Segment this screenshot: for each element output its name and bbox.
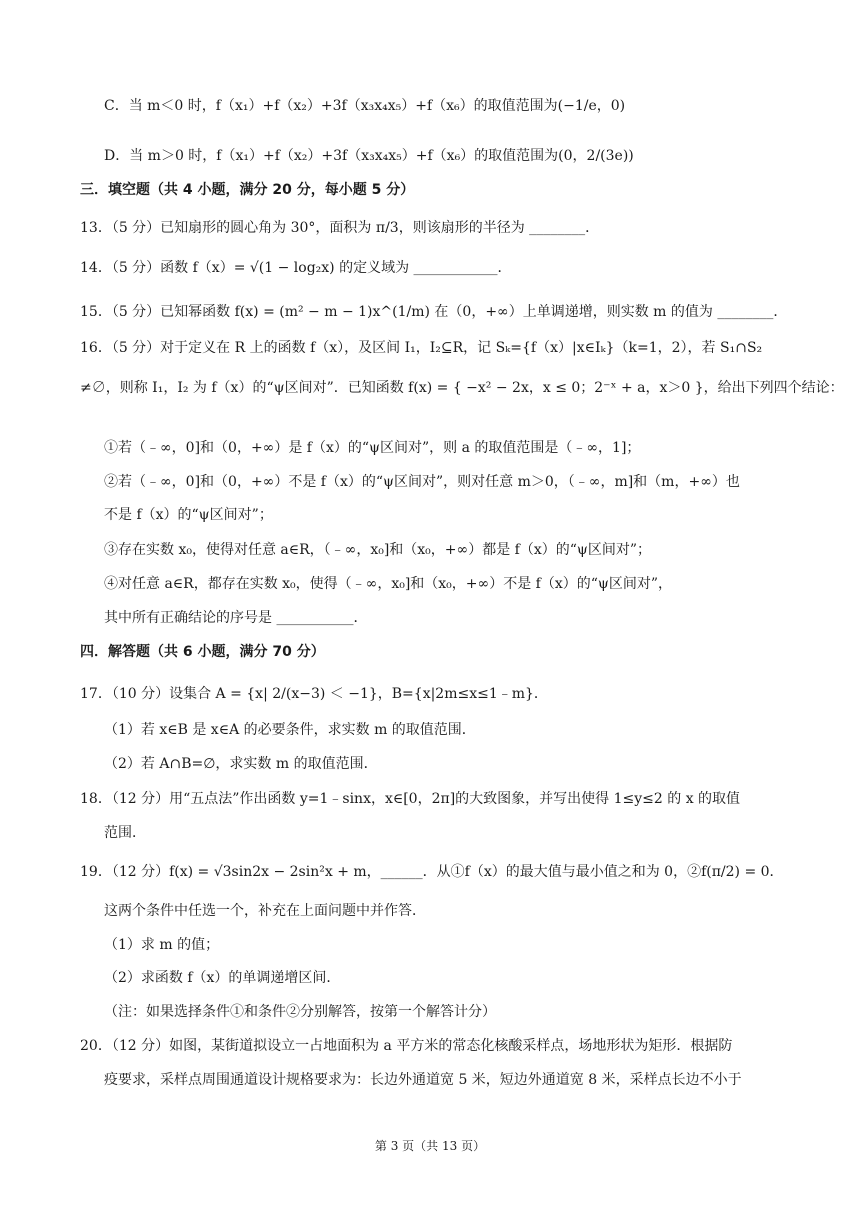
section-4-heading: 四．解答题（共 6 小题，满分 70 分） bbox=[80, 644, 325, 660]
question-16-conclusion-2b: 不是 f（x）的“ψ区间对”； bbox=[104, 507, 273, 523]
question-13: 13．（5 分）已知扇形的圆心角为 30°，面积为 π/3，则该扇形的半径为 ________． bbox=[80, 220, 600, 236]
option-d: D．当 m＞0 时，f（x₁）+f（x₂）+3f（x₃x₄x₅）+f（x₆）的取值范围为(0，2/(3e)) bbox=[104, 148, 634, 164]
question-16-conclusion-1: ①若（﹣∞，0]和（0，+∞）是 f（x）的“ψ区间对”，则 a 的取值范围是（﹣∞，1]； bbox=[104, 440, 641, 456]
question-15: 15．（5 分）已知幂函数 f(x) = (m² − m − 1)x^(1/m) 在（0，+∞）上单调递增，则实数 m 的值为 ________． bbox=[80, 304, 788, 320]
option-c: C．当 m＜0 时，f（x₁）+f（x₂）+3f（x₃x₄x₅）+f（x₆）的取值范围为(−1/e，0) bbox=[104, 98, 626, 114]
question-19-line-2: 这两个条件中任选一个，补充在上面问题中并作答． bbox=[104, 903, 426, 919]
question-19-part-1: （1）求 m 的值； bbox=[104, 937, 220, 953]
section-3-heading: 三．填空题（共 4 小题，满分 20 分，每小题 5 分） bbox=[80, 182, 415, 198]
question-16-answer-prompt: 其中所有正确结论的序号是 ___________． bbox=[104, 610, 368, 626]
question-14: 14．（5 分）函数 f（x）= √(1 − log₂x) 的定义域为 ____________． bbox=[80, 260, 512, 276]
question-20-line-1: 20．（12 分）如图，某街道拟设立一占地面积为 a 平方米的常态化核酸采样点，场地形状为矩形．根据防 bbox=[80, 1038, 733, 1054]
question-20-line-2: 疫要求，采样点周围通道设计规格要求为：长边外通道宽 5 米，短边外通道宽 8 米，采样点长边不小于 bbox=[104, 1072, 742, 1088]
question-16-conclusion-3: ③存在实数 x₀，使得对任意 a∈R，（﹣∞，x₀]和（x₀，+∞）都是 f（x）的“ψ区间对”； bbox=[104, 542, 652, 558]
question-17: 17．（10 分）设集合 A = {x| 2/(x−3) ＜ −1}，B={x|2m≤x≤1﹣m}． bbox=[80, 686, 548, 702]
question-18-line-2: 范围． bbox=[104, 825, 146, 841]
question-17-part-1: （1）若 x∈B 是 x∈A 的必要条件，求实数 m 的取值范围． bbox=[104, 722, 476, 738]
question-16-conclusion-4: ④对任意 a∈R，都存在实数 x₀，使得（﹣∞，x₀]和（x₀，+∞）不是 f（x）的“ψ区间对”， bbox=[104, 576, 673, 592]
question-16-line-2: ≠∅，则称 I₁，I₂ 为 f（x）的“ψ区间对”．已知函数 f(x) = { −x² − 2x，x ≤ 0；2⁻ˣ + a，x＞0 }，给出下列四个结论： bbox=[80, 380, 844, 396]
question-18-line-1: 18．（12 分）用“五点法”作出函数 y=1﹣sinx，x∈[0，2π]的大致图象，并写出使得 1≤y≤2 的 x 的取值 bbox=[80, 791, 741, 807]
question-19-note: （注：如果选择条件①和条件②分别解答，按第一个解答计分） bbox=[104, 1004, 496, 1020]
question-16-line-1: 16．（5 分）对于定义在 R 上的函数 f（x），及区间 I₁，I₂⊆R，记 Sₖ={f（x）|x∈Iₖ}（k=1，2），若 S₁∩S₂ bbox=[80, 340, 763, 356]
question-19: 19．（12 分）f(x) = √3sin2x − 2sin²x + m，______．从①f（x）的最大值与最小值之和为 0，②f(π/2) = 0． bbox=[80, 864, 784, 880]
question-17-part-2: （2）若 A∩B=∅，求实数 m 的取值范围． bbox=[104, 756, 378, 772]
page-footer: 第 3 页（共 13 页） bbox=[374, 1139, 486, 1153]
question-16-conclusion-2a: ②若（﹣∞，0]和（0，+∞）不是 f（x）的“ψ区间对”，则对任意 m＞0，（﹣∞，m]和（m，+∞）也 bbox=[104, 474, 740, 490]
question-19-part-2: （2）求函数 f（x）的单调递增区间． bbox=[104, 970, 341, 986]
